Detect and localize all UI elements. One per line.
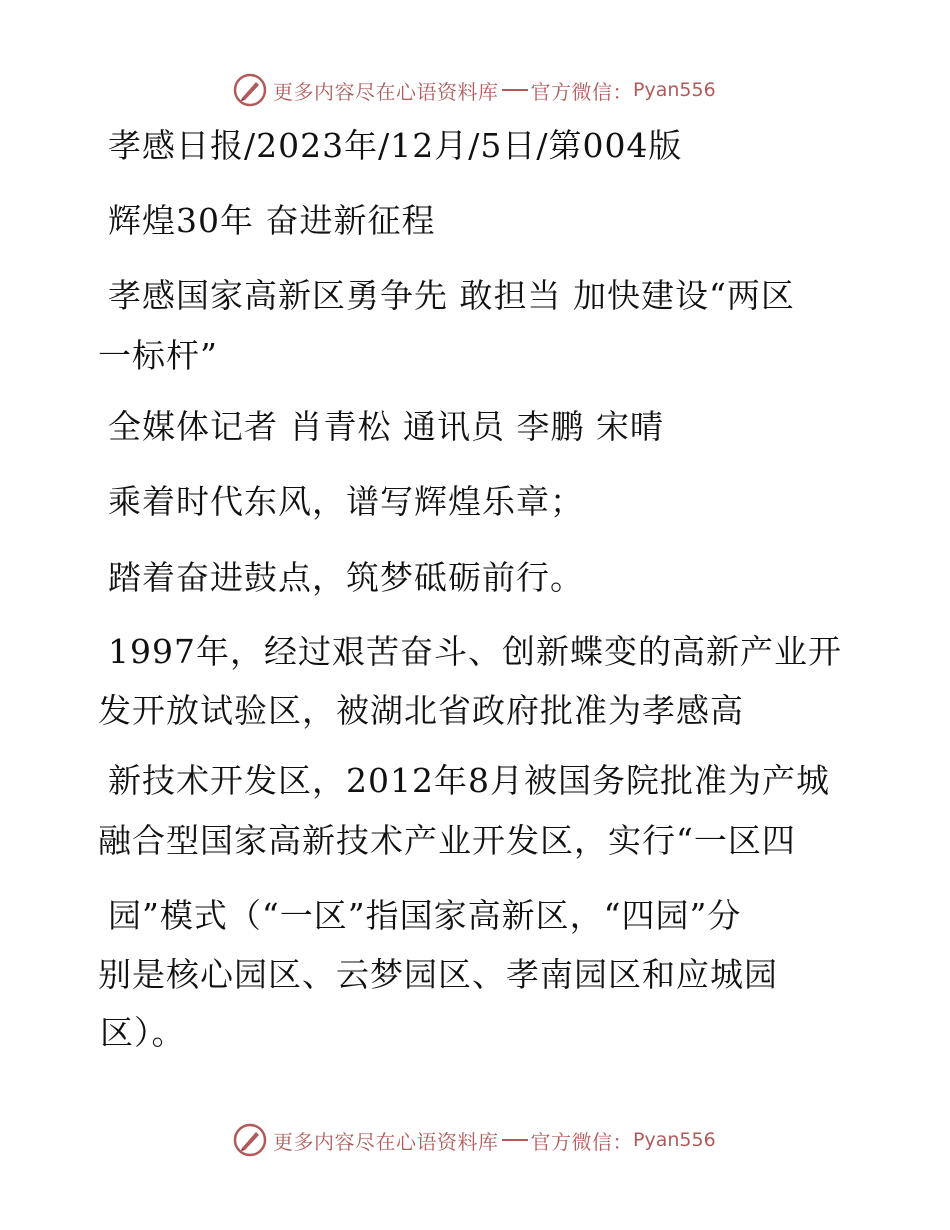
watermark-dash xyxy=(502,1139,528,1141)
header-watermark xyxy=(233,72,716,108)
watermark-official-label: 官方微信： xyxy=(530,79,633,104)
subheadline-line-1: 孝感国家高新区勇争先 敢担当 加快建设“两区 xyxy=(108,276,795,315)
body-line: 园”模式（“一区”指国家高新区，“四园”分 xyxy=(108,896,742,935)
body-line: 融合型国家高新技术产业开发区，实行“一区四 xyxy=(98,821,796,860)
watermark-official-label: 官方微信： xyxy=(530,1129,633,1154)
byline: 全媒体记者 肖青松 通讯员 李鹏 宋晴 xyxy=(108,407,664,446)
headline: 辉煌30年 奋进新征程 xyxy=(108,201,436,240)
pen-logo-icon xyxy=(233,1123,267,1157)
pen-logo-icon xyxy=(233,73,267,107)
body-line: 区）。 xyxy=(100,1013,186,1052)
footer-watermark xyxy=(233,1122,716,1158)
watermark-dash xyxy=(502,89,528,91)
lead-line-1: 乘着时代东风，谱写辉煌乐章； xyxy=(108,482,584,521)
body-line: 新技术开发区，2012年8月被国务院批准为产城 xyxy=(108,761,830,800)
watermark-wechat-id: Pyan556 xyxy=(633,79,716,101)
lead-line-2: 踏着奋进鼓点，筑梦砥砺前行。 xyxy=(108,558,584,597)
watermark-text: 更多内容尽在心语资料库 xyxy=(273,79,499,104)
watermark-text: 更多内容尽在心语资料库 xyxy=(273,1129,499,1154)
body-line: 发开放试验区，被湖北省政府批准为孝感高 xyxy=(98,691,744,730)
subheadline-line-2: 一标杆” xyxy=(98,336,218,375)
watermark-wechat-id: Pyan556 xyxy=(633,1129,716,1151)
source-line: 孝感日报/2023年/12月/5日/第004版 xyxy=(108,126,683,165)
body-line: 别是核心园区、云梦园区、孝南园区和应城园 xyxy=(98,955,778,994)
body-line: 1997年，经过艰苦奋斗、创新蝶变的高新产业开 xyxy=(108,632,842,671)
